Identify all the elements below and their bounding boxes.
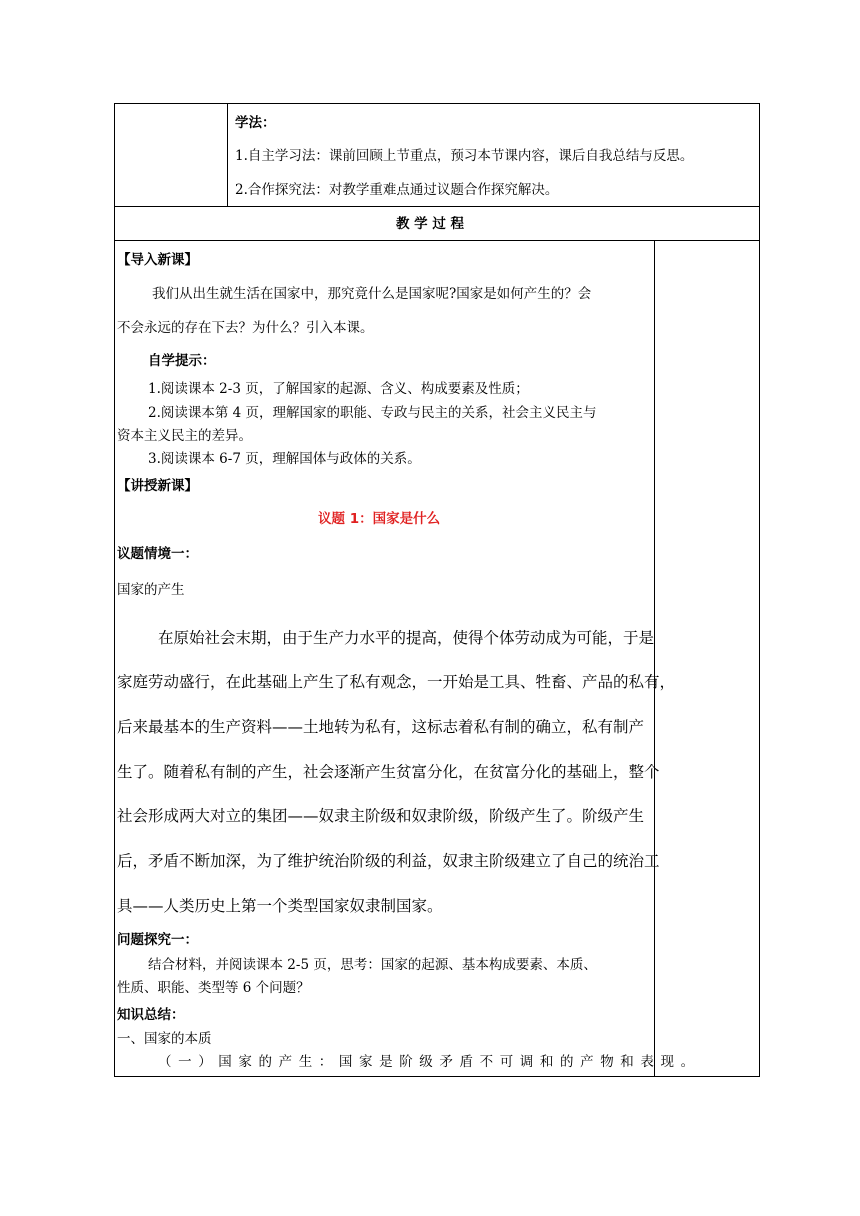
self-study-tip-2-line-1: 2.阅读课本第 4 页，理解国家的职能、专政与民主的关系，社会主义民主与 [148, 405, 597, 421]
material-line-7: 具——人类历史上第一个类型国家奴隶制国家。 [117, 897, 443, 915]
summary-item-2: （一）国家的产生：国家是阶级矛盾不可调和的产物和表现。 [158, 1054, 701, 1070]
table-border-right [759, 103, 760, 1077]
table-border-left [114, 103, 115, 1077]
teaching-process-header: 教 学 过 程 [395, 216, 465, 232]
scenario-subtitle: 国家的产生 [117, 582, 185, 598]
table-divider-notes-column [654, 240, 655, 1077]
intro-paragraph-line-2: 不会永远的存在下去？为什么？引入本课。 [117, 320, 374, 336]
topic-title: 议题 1：国家是什么 [318, 511, 441, 527]
question-heading: 问题探究一： [117, 932, 198, 948]
self-study-tips-heading: 自学提示： [148, 353, 216, 369]
study-method-heading: 学法： [235, 115, 276, 131]
intro-heading: 【导入新课】 [117, 252, 198, 268]
question-line-1: 结合材料，并阅读课本 2-5 页，思考：国家的起源、基本构成要素、本质、 [148, 957, 597, 973]
material-line-3: 后来最基本的生产资料——土地转为私有，这标志着私有制的确立，私有制产 [117, 718, 645, 736]
self-study-tip-2-line-2: 资本主义民主的差异。 [117, 428, 252, 444]
table-border-bottom [114, 1076, 760, 1077]
question-line-2: 性质、职能、类型等 6 个问题？ [117, 980, 310, 996]
material-line-6: 后，矛盾不断加深，为了维护统治阶级的利益，奴隶主阶级建立了自己的统治工 [117, 852, 660, 870]
study-method-line-2: 2.合作探究法：对教学重难点通过议题合作探究解决。 [235, 182, 559, 198]
material-line-1: 在原始社会末期，由于生产力水平的提高，使得个体劳动成为可能，于是 [158, 629, 655, 647]
summary-item-1: 一、国家的本质 [117, 1031, 212, 1047]
self-study-tip-3: 3.阅读课本 6-7 页，理解国体与政体的关系。 [148, 451, 421, 467]
self-study-tip-1: 1.阅读课本 2-3 页，了解国家的起源、含义、构成要素及性质； [148, 381, 529, 397]
summary-heading: 知识总结： [117, 1007, 185, 1023]
table-divider-top-cell [227, 103, 228, 207]
material-line-4: 生了。随着私有制的产生，社会逐渐产生贫富分化，在贫富分化的基础上，整个 [117, 763, 660, 781]
table-border-after-method [114, 206, 760, 207]
table-border-after-header [114, 240, 760, 241]
material-line-5: 社会形成两大对立的集团——奴隶主阶级和奴隶阶级，阶级产生了。阶级产生 [117, 807, 645, 825]
study-method-line-1: 1.自主学习法：课前回顾上节重点，预习本节课内容，课后自我总结与反思。 [235, 148, 694, 164]
table-border-top [114, 103, 760, 104]
lecture-heading: 【讲授新课】 [117, 478, 198, 494]
material-line-2: 家庭劳动盛行，在此基础上产生了私有观念，一开始是工具、牲畜、产品的私有， [117, 673, 676, 691]
scenario-heading: 议题情境一： [117, 546, 198, 562]
intro-paragraph-line-1: 我们从出生就生活在国家中，那究竟什么是国家呢?国家是如何产生的？会 [152, 286, 592, 302]
